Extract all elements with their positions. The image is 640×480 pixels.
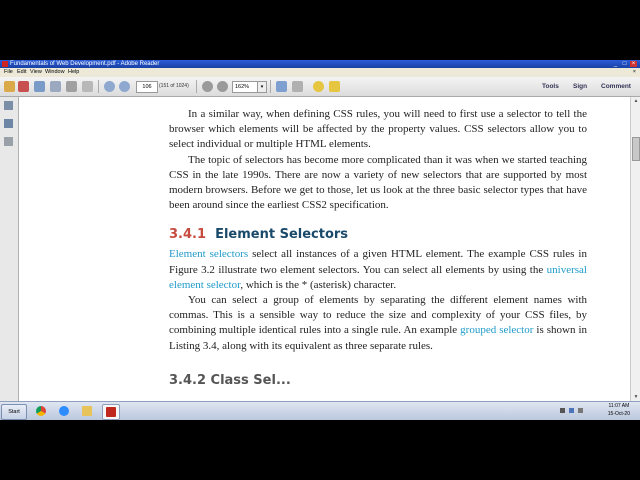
paragraph: Element selectors select all instances of a given HTML element. The example CSS rules in Figure 3.2 illustrate two element selectors. You can select all elements by using the universal element selector, which is the * (asterisk) character.	[169, 248, 587, 291]
zoom-task[interactable]	[56, 404, 72, 418]
separator	[270, 80, 271, 93]
glossary-link[interactable]: Element selectors	[169, 248, 249, 261]
menu-bar	[0, 68, 640, 77]
vertical-scrollbar[interactable]	[630, 97, 640, 401]
section-heading	[169, 225, 587, 245]
zoom-level-input[interactable]: 162%	[232, 81, 260, 93]
paragraph: In a similar way, when defining CSS rules, you will need to first use a selector to tell the browser which elements will be affected by the property values. CSS selectors allow you to select individual or multiple HTML elements.	[169, 108, 587, 151]
page-count: (151 of 1024)	[159, 83, 189, 89]
page-number-input[interactable]: 106	[136, 81, 158, 93]
pdf-page	[169, 107, 587, 390]
paragraph: You can select a group of elements by separating the different element names with commas. This is a sensible way to reduce the size and complexity of your CSS files, by combining multiple identical rules into a single rule. An example grouped selector is shown in Listing 3.4, along with its equivalent as three separate rules.	[169, 294, 588, 352]
section-title: Element Selectors	[215, 227, 349, 243]
scroll-up-icon[interactable]: ▲	[633, 98, 639, 104]
hand-tool-icon[interactable]	[292, 81, 303, 92]
document-view[interactable]	[19, 97, 630, 401]
adobe-reader-task[interactable]	[102, 404, 120, 420]
close-document-icon[interactable]: ×	[632, 69, 636, 75]
tools-button[interactable]: Tools	[542, 83, 559, 90]
toolbar	[0, 77, 640, 97]
zoom-icon	[59, 406, 69, 416]
tray-arrow-icon[interactable]	[560, 408, 565, 413]
section-number: 3.4.1	[169, 227, 207, 243]
print-icon[interactable]	[66, 81, 77, 92]
bookmarks-icon[interactable]	[4, 119, 13, 128]
sticky-note-icon[interactable]	[313, 81, 324, 92]
system-tray	[556, 402, 640, 420]
save-icon[interactable]	[50, 81, 61, 92]
scrollbar-thumb[interactable]	[632, 137, 640, 161]
previous-page-icon[interactable]	[104, 81, 115, 92]
screen	[0, 60, 640, 420]
next-page-icon[interactable]	[119, 81, 130, 92]
paragraph: The topic of selectors has become more complicated than it was when we started teaching CSS in the late 1990s. There are now a variety of new selectors that are supported by most modern browsers. Before we get to those, let us look at the three basic selector types that have been around since the earliest CSS2 specification.	[169, 153, 587, 212]
minimize-icon[interactable]: _	[613, 61, 618, 67]
maximize-icon[interactable]: □	[622, 61, 627, 67]
scroll-down-icon[interactable]: ▼	[633, 394, 639, 400]
navigation-pane	[0, 97, 19, 401]
menu-window[interactable]: Window	[45, 69, 65, 75]
glossary-link[interactable]: universal element selector	[169, 263, 587, 291]
menu-view[interactable]: View	[30, 69, 42, 75]
select-tool-icon[interactable]	[276, 81, 287, 92]
start-button[interactable]: Start	[1, 404, 27, 420]
convert-icon[interactable]	[18, 81, 29, 92]
pdf-icon	[106, 407, 116, 417]
glossary-link[interactable]: grouped selector	[460, 324, 534, 337]
open-icon[interactable]	[34, 81, 45, 92]
close-icon[interactable]: ×	[631, 61, 636, 67]
explorer-task[interactable]	[79, 404, 95, 418]
separator	[196, 80, 197, 93]
email-icon[interactable]	[82, 81, 93, 92]
menu-edit[interactable]: Edit	[17, 69, 27, 75]
highlight-icon[interactable]	[329, 81, 340, 92]
page-thumbnails-icon[interactable]	[4, 101, 13, 110]
comment-button[interactable]: Comment	[601, 83, 631, 90]
zoom-dropdown-icon[interactable]: ▾	[257, 81, 267, 93]
title-bar	[0, 60, 640, 68]
chrome-icon	[36, 406, 46, 416]
next-section-heading: 3.4.2 Class Sel...	[169, 372, 291, 388]
attachments-icon[interactable]	[4, 137, 13, 146]
taskbar	[0, 401, 640, 420]
adobe-reader-icon	[2, 61, 8, 67]
zoom-in-icon[interactable]	[217, 81, 228, 92]
window-title: Fundamentals of Web Development.pdf - Adobe Reader	[10, 61, 160, 67]
menu-file[interactable]: File	[4, 69, 13, 75]
network-icon[interactable]	[569, 408, 574, 413]
folder-icon	[82, 406, 92, 416]
volume-icon[interactable]	[578, 408, 583, 413]
chrome-task[interactable]	[33, 404, 49, 418]
clock[interactable]: 11:07 AM 15-Oct-20	[607, 403, 630, 417]
menu-help[interactable]: Help	[68, 69, 80, 75]
create-pdf-icon[interactable]	[4, 81, 15, 92]
separator	[98, 80, 99, 93]
sign-button[interactable]: Sign	[573, 83, 588, 90]
zoom-out-icon[interactable]	[202, 81, 213, 92]
